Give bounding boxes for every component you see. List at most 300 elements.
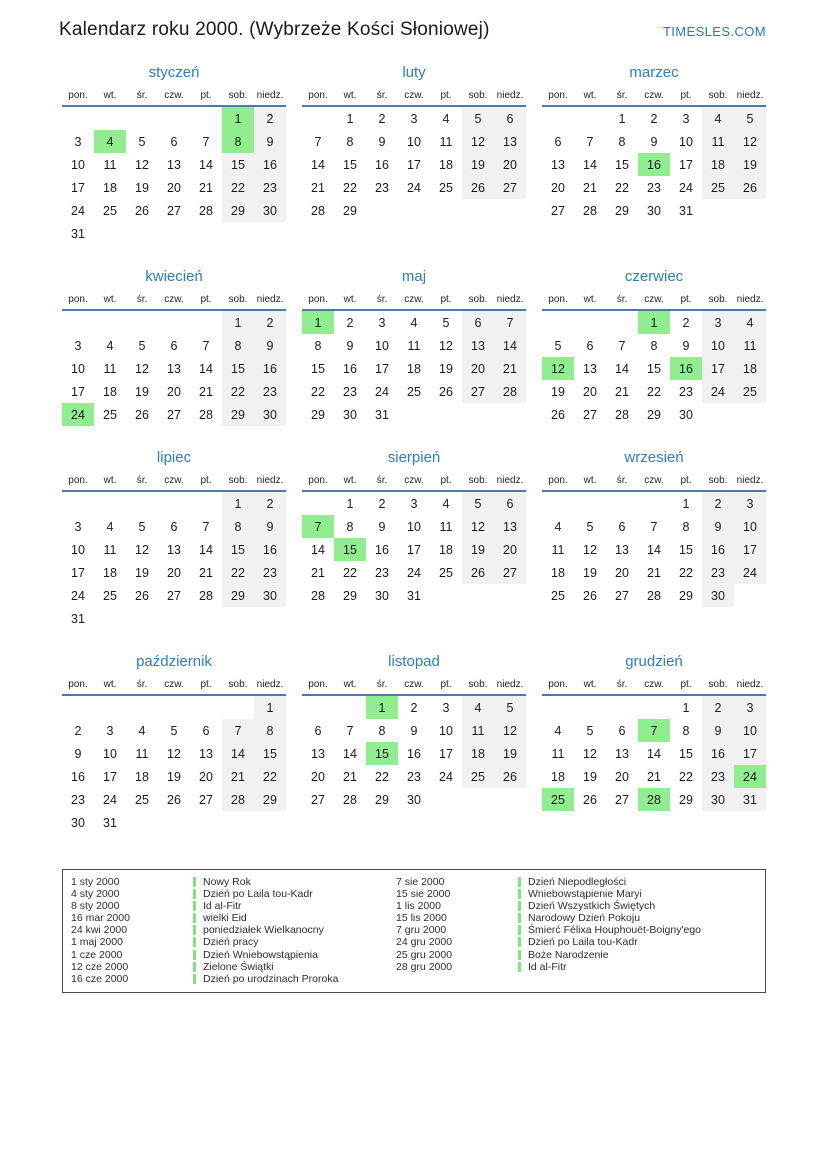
day-cell: 14 (615, 361, 629, 376)
days-grid (302, 311, 526, 426)
day-cell: 6 (202, 723, 210, 738)
month-4 (62, 268, 286, 426)
day-cell: 6 (554, 134, 562, 149)
weekday-label: śr. (136, 679, 148, 690)
day-cell: 16 (71, 769, 85, 784)
day-cell: 24 (407, 180, 421, 195)
day-cell: 15 (343, 157, 357, 172)
day-cell: 1 (682, 496, 690, 511)
day-cell: 25 (103, 407, 117, 422)
day-cell: 5 (494, 696, 526, 719)
weekday-label: sob. (228, 90, 248, 101)
page-header (59, 19, 766, 41)
day-cell: 10 (71, 542, 85, 557)
day-cell: 6 (494, 492, 526, 515)
day-cell: 3 (74, 134, 82, 149)
day-cell: 22 (222, 176, 254, 199)
holiday-date: 1 cze 2000 (71, 948, 123, 961)
day-cell: 6 (586, 338, 594, 353)
holiday-tick (518, 950, 521, 960)
weekday-label: czw. (404, 475, 424, 486)
day-cell: 23 (702, 765, 734, 788)
holiday-name: Dzień Wniebowstąpienia (203, 948, 318, 961)
weekday-label: wt. (343, 90, 357, 101)
day-cell: 19 (462, 538, 494, 561)
weekday-label: sob. (468, 90, 488, 101)
day-cell: 13 (167, 542, 181, 557)
holiday-date: 8 sty 2000 (71, 900, 120, 913)
legend-row (396, 912, 757, 924)
day-cell: 19 (583, 769, 597, 784)
weekday-label: śr. (376, 90, 388, 101)
day-cell: 14 (199, 542, 213, 557)
weekday-label: pon. (68, 90, 88, 101)
day-cell: 28 (311, 588, 325, 603)
day-cell: 24 (71, 203, 85, 218)
month-title: maj (401, 268, 427, 285)
page-title: Kalendarz roku 2000. (Wybrzeże Kości Słoniowej) (59, 19, 490, 40)
empty-cell (62, 492, 94, 515)
day-cell: 26 (135, 203, 149, 218)
day-cell: 27 (494, 176, 526, 199)
day-cell: 27 (583, 407, 597, 422)
day-cell: 1 (254, 696, 286, 719)
day-cell: 4 (554, 723, 562, 738)
day-cell: 13 (583, 361, 597, 376)
day-cell: 21 (615, 384, 629, 399)
day-cell: 28 (615, 407, 629, 422)
day-cell: 24 (71, 588, 85, 603)
empty-cell (606, 696, 638, 719)
holiday-name-wrap (518, 924, 701, 936)
day-cell: 9 (74, 746, 82, 761)
weekday-label: pt. (440, 90, 452, 101)
weekday-header (62, 679, 286, 694)
holiday-name-wrap (193, 888, 313, 900)
day-cell: 14 (583, 157, 597, 172)
weekday-label: czw. (404, 90, 424, 101)
day-cell: 8 (222, 130, 254, 153)
month-12 (542, 653, 766, 834)
day-cell: 6 (618, 723, 626, 738)
day-cell: 30 (407, 792, 421, 807)
day-cell: 14 (199, 157, 213, 172)
legend-row (396, 888, 757, 900)
weekday-label: śr. (136, 90, 148, 101)
holiday-name-wrap (193, 936, 258, 948)
empty-cell (574, 492, 606, 515)
day-cell: 26 (494, 765, 526, 788)
day-cell: 17 (679, 157, 693, 172)
weekday-label: sob. (708, 294, 728, 305)
day-cell: 15 (647, 361, 661, 376)
weekday-label: śr. (616, 475, 628, 486)
day-cell: 11 (734, 334, 766, 357)
day-cell: 3 (74, 338, 82, 353)
day-cell: 28 (199, 407, 213, 422)
day-cell: 9 (346, 338, 354, 353)
weekday-label: czw. (644, 294, 664, 305)
weekday-header (302, 294, 526, 309)
day-cell: 25 (734, 380, 766, 403)
day-cell: 26 (734, 176, 766, 199)
day-cell: 22 (679, 769, 693, 784)
day-cell: 7 (586, 134, 594, 149)
weekday-label: czw. (644, 90, 664, 101)
day-cell: 2 (378, 111, 386, 126)
weekday-label: śr. (376, 294, 388, 305)
holiday-tick (193, 877, 196, 887)
holiday-tick (193, 950, 196, 960)
holiday-name: Nowy Rok (203, 876, 251, 888)
empty-cell (302, 492, 334, 515)
weekday-label: pon. (548, 679, 568, 690)
month-title: lipiec (156, 449, 192, 466)
day-cell: 25 (462, 765, 494, 788)
holiday-name: Śmierć Félixa Houphouët-Boigny'ego (528, 924, 702, 937)
weekday-label: wt. (343, 294, 357, 305)
day-cell: 8 (682, 519, 690, 534)
month-9 (542, 449, 766, 630)
day-cell: 23 (71, 792, 85, 807)
day-cell: 22 (615, 180, 629, 195)
legend-row (71, 912, 396, 924)
day-cell: 4 (106, 338, 114, 353)
day-cell: 19 (583, 565, 597, 580)
holiday-name: Dzień pracy (203, 936, 259, 949)
day-cell: 14 (199, 361, 213, 376)
day-cell: 16 (702, 538, 734, 561)
day-cell: 15 (222, 538, 254, 561)
holiday-name: Dzień Niepodległości (528, 876, 627, 888)
day-cell: 28 (494, 380, 526, 403)
weekday-label: sob. (708, 679, 728, 690)
day-cell: 29 (679, 588, 693, 603)
weekday-label: pt. (440, 475, 452, 486)
legend-row (396, 949, 757, 961)
empty-cell (94, 107, 126, 130)
day-cell: 12 (542, 357, 574, 380)
weekday-header (542, 294, 766, 309)
day-cell: 26 (551, 407, 565, 422)
weekday-label: sob. (468, 679, 488, 690)
day-cell: 7 (302, 515, 334, 538)
day-cell: 21 (647, 565, 661, 580)
day-cell: 9 (702, 719, 734, 742)
day-cell: 28 (638, 788, 670, 811)
day-cell: 2 (254, 311, 286, 334)
empty-cell (606, 492, 638, 515)
day-cell: 21 (343, 769, 357, 784)
holiday-name-wrap (193, 900, 242, 912)
day-cell: 6 (314, 723, 322, 738)
weekday-label: pt. (200, 294, 212, 305)
day-cell: 15 (311, 361, 325, 376)
day-cell: 9 (254, 130, 286, 153)
day-cell: 1 (222, 311, 254, 334)
weekday-label: pt. (200, 90, 212, 101)
day-cell: 11 (462, 719, 494, 742)
holiday-name: Dzień Wszystkich Świętych (528, 900, 656, 913)
day-cell: 12 (135, 361, 149, 376)
day-cell: 30 (254, 199, 286, 222)
day-cell: 30 (254, 584, 286, 607)
day-cell: 3 (702, 311, 734, 334)
holiday-name: Dzień po Laila tou-Kadr (203, 888, 313, 901)
weekday-label: wt. (583, 294, 597, 305)
holiday-name: Id al-Fitr (528, 960, 567, 973)
day-cell: 31 (103, 815, 117, 830)
weekday-label: sob. (228, 475, 248, 486)
holiday-name: Id al-Fitr (203, 900, 242, 913)
weekday-label: czw. (164, 679, 184, 690)
weekday-label: niedz. (496, 294, 524, 305)
empty-cell (302, 107, 334, 130)
day-cell: 20 (583, 384, 597, 399)
weekday-label: śr. (136, 475, 148, 486)
day-cell: 5 (442, 315, 450, 330)
day-cell: 14 (343, 746, 357, 761)
empty-cell (94, 311, 126, 334)
day-cell: 9 (378, 519, 386, 534)
empty-cell (542, 311, 574, 334)
holiday-name-wrap (193, 924, 324, 936)
day-cell: 9 (378, 134, 386, 149)
month-3 (542, 64, 766, 245)
day-cell: 16 (638, 153, 670, 176)
holiday-name-wrap (518, 888, 642, 900)
legend-row (71, 949, 396, 961)
day-cell: 31 (734, 788, 766, 811)
holiday-tick (193, 962, 196, 972)
holiday-name-wrap (518, 936, 638, 948)
day-cell: 24 (734, 561, 766, 584)
month-title: wrzesień (624, 449, 684, 466)
holiday-date: 28 gru 2000 (396, 960, 453, 973)
weekday-label: śr. (136, 294, 148, 305)
empty-cell (190, 107, 222, 130)
day-cell: 14 (222, 742, 254, 765)
day-cell: 6 (618, 519, 626, 534)
holiday-date: 15 lis 2000 (396, 912, 447, 925)
day-cell: 3 (410, 111, 418, 126)
weekday-label: czw. (404, 679, 424, 690)
empty-cell (574, 311, 606, 334)
day-cell: 18 (407, 361, 421, 376)
month-title: październik (136, 653, 212, 670)
empty-cell (158, 311, 190, 334)
day-cell: 23 (375, 180, 389, 195)
day-cell: 30 (647, 203, 661, 218)
day-cell: 15 (222, 153, 254, 176)
day-cell: 31 (71, 226, 85, 241)
weekday-label: pt. (440, 679, 452, 690)
day-cell: 12 (583, 746, 597, 761)
weekday-label: sob. (708, 475, 728, 486)
day-cell: 31 (375, 407, 389, 422)
day-cell: 3 (378, 315, 386, 330)
day-cell: 11 (103, 157, 117, 172)
day-cell: 5 (462, 107, 494, 130)
weekday-label: wt. (343, 475, 357, 486)
day-cell: 20 (311, 769, 325, 784)
day-cell: 12 (439, 338, 453, 353)
day-cell: 22 (254, 765, 286, 788)
day-cell: 9 (410, 723, 418, 738)
day-cell: 28 (647, 588, 661, 603)
day-cell: 27 (615, 588, 629, 603)
day-cell: 18 (103, 565, 117, 580)
holiday-date: 16 cze 2000 (71, 972, 129, 985)
empty-cell (62, 311, 94, 334)
holiday-name-wrap (193, 949, 318, 961)
day-cell: 10 (71, 361, 85, 376)
legend-row (71, 961, 396, 973)
days-grid (542, 311, 766, 426)
weekday-label: niedz. (256, 294, 284, 305)
weekday-header (302, 90, 526, 105)
day-cell: 21 (311, 565, 325, 580)
weekday-label: sob. (708, 90, 728, 101)
day-cell: 19 (439, 361, 453, 376)
day-cell: 2 (702, 492, 734, 515)
day-cell: 11 (702, 130, 734, 153)
holiday-name: Zielone Świątki (203, 960, 274, 973)
legend-column-1 (71, 876, 396, 985)
holiday-name: Wniebowstąpienie Maryi (528, 888, 642, 901)
holiday-name-wrap (193, 876, 251, 888)
weekday-label: wt. (583, 90, 597, 101)
holiday-name: Narodowy Dzień Pokoju (528, 912, 641, 925)
day-cell: 27 (494, 561, 526, 584)
holiday-name-wrap (518, 900, 655, 912)
days-grid (62, 311, 286, 426)
day-cell: 4 (462, 696, 494, 719)
day-cell: 27 (615, 792, 629, 807)
day-cell: 16 (407, 746, 421, 761)
holiday-date: 7 gru 2000 (396, 924, 447, 937)
holiday-tick (193, 889, 196, 899)
weekday-label: wt. (103, 475, 117, 486)
day-cell: 1 (638, 311, 670, 334)
weekday-label: niedz. (496, 475, 524, 486)
day-cell: 12 (135, 157, 149, 172)
day-cell: 17 (71, 565, 85, 580)
day-cell: 29 (254, 788, 286, 811)
day-cell: 28 (343, 792, 357, 807)
day-cell: 12 (135, 542, 149, 557)
empty-cell (158, 492, 190, 515)
empty-cell (62, 696, 94, 719)
day-cell: 8 (346, 134, 354, 149)
day-cell: 8 (618, 134, 626, 149)
empty-cell (606, 311, 638, 334)
day-cell: 25 (439, 565, 453, 580)
day-cell: 7 (202, 338, 210, 353)
day-cell: 24 (375, 384, 389, 399)
day-cell: 19 (135, 384, 149, 399)
day-cell: 4 (734, 311, 766, 334)
brand-link[interactable]: TIMESLES.COM (662, 24, 766, 39)
day-cell: 10 (734, 515, 766, 538)
day-cell: 15 (679, 746, 693, 761)
holiday-date: 15 sie 2000 (396, 888, 451, 901)
day-cell: 23 (254, 380, 286, 403)
day-cell: 20 (167, 180, 181, 195)
day-cell: 22 (311, 384, 325, 399)
day-cell: 13 (551, 157, 565, 172)
weekday-label: wt. (103, 679, 117, 690)
day-cell: 13 (462, 334, 494, 357)
month-title: listopad (388, 653, 440, 670)
day-cell: 7 (314, 134, 322, 149)
weekday-label: wt. (583, 475, 597, 486)
day-cell: 29 (647, 407, 661, 422)
day-cell: 4 (94, 130, 126, 153)
day-cell: 6 (170, 338, 178, 353)
weekday-label: sob. (468, 475, 488, 486)
weekday-label: pt. (680, 90, 692, 101)
weekday-label: niedz. (496, 90, 524, 101)
day-cell: 13 (199, 746, 213, 761)
day-cell: 13 (494, 130, 526, 153)
legend-row (71, 876, 396, 888)
day-cell: 2 (702, 696, 734, 719)
holiday-name-wrap (518, 912, 640, 924)
day-cell: 8 (254, 719, 286, 742)
day-cell: 18 (551, 769, 565, 784)
day-cell: 4 (442, 111, 450, 126)
weekday-label: niedz. (256, 90, 284, 101)
day-cell: 28 (222, 788, 254, 811)
day-cell: 30 (254, 403, 286, 426)
day-cell: 12 (462, 515, 494, 538)
day-cell: 22 (343, 180, 357, 195)
weekday-label: śr. (616, 90, 628, 101)
holiday-name-wrap (193, 973, 338, 985)
legend-row (71, 924, 396, 936)
holiday-tick (518, 889, 521, 899)
day-cell: 15 (222, 357, 254, 380)
month-5 (302, 268, 526, 426)
day-cell: 9 (682, 338, 690, 353)
day-cell: 20 (167, 565, 181, 580)
day-cell: 21 (494, 357, 526, 380)
day-cell: 19 (494, 742, 526, 765)
day-cell: 25 (551, 588, 565, 603)
day-cell: 5 (138, 519, 146, 534)
holiday-tick (518, 877, 521, 887)
holiday-name-wrap (518, 949, 609, 961)
day-cell: 19 (551, 384, 565, 399)
day-cell: 5 (586, 723, 594, 738)
day-cell: 21 (222, 765, 254, 788)
weekday-label: pt. (440, 294, 452, 305)
month-2 (302, 64, 526, 245)
empty-cell (542, 107, 574, 130)
day-cell: 10 (71, 157, 85, 172)
day-cell: 4 (442, 496, 450, 511)
day-cell: 7 (202, 519, 210, 534)
day-cell: 15 (334, 538, 366, 561)
day-cell: 11 (135, 746, 149, 761)
weekday-label: pon. (308, 90, 328, 101)
holiday-tick (193, 937, 196, 947)
holiday-name: poniedziałek Wielkanocny (203, 924, 324, 937)
day-cell: 31 (407, 588, 421, 603)
day-cell: 11 (551, 542, 565, 557)
day-cell: 26 (583, 792, 597, 807)
